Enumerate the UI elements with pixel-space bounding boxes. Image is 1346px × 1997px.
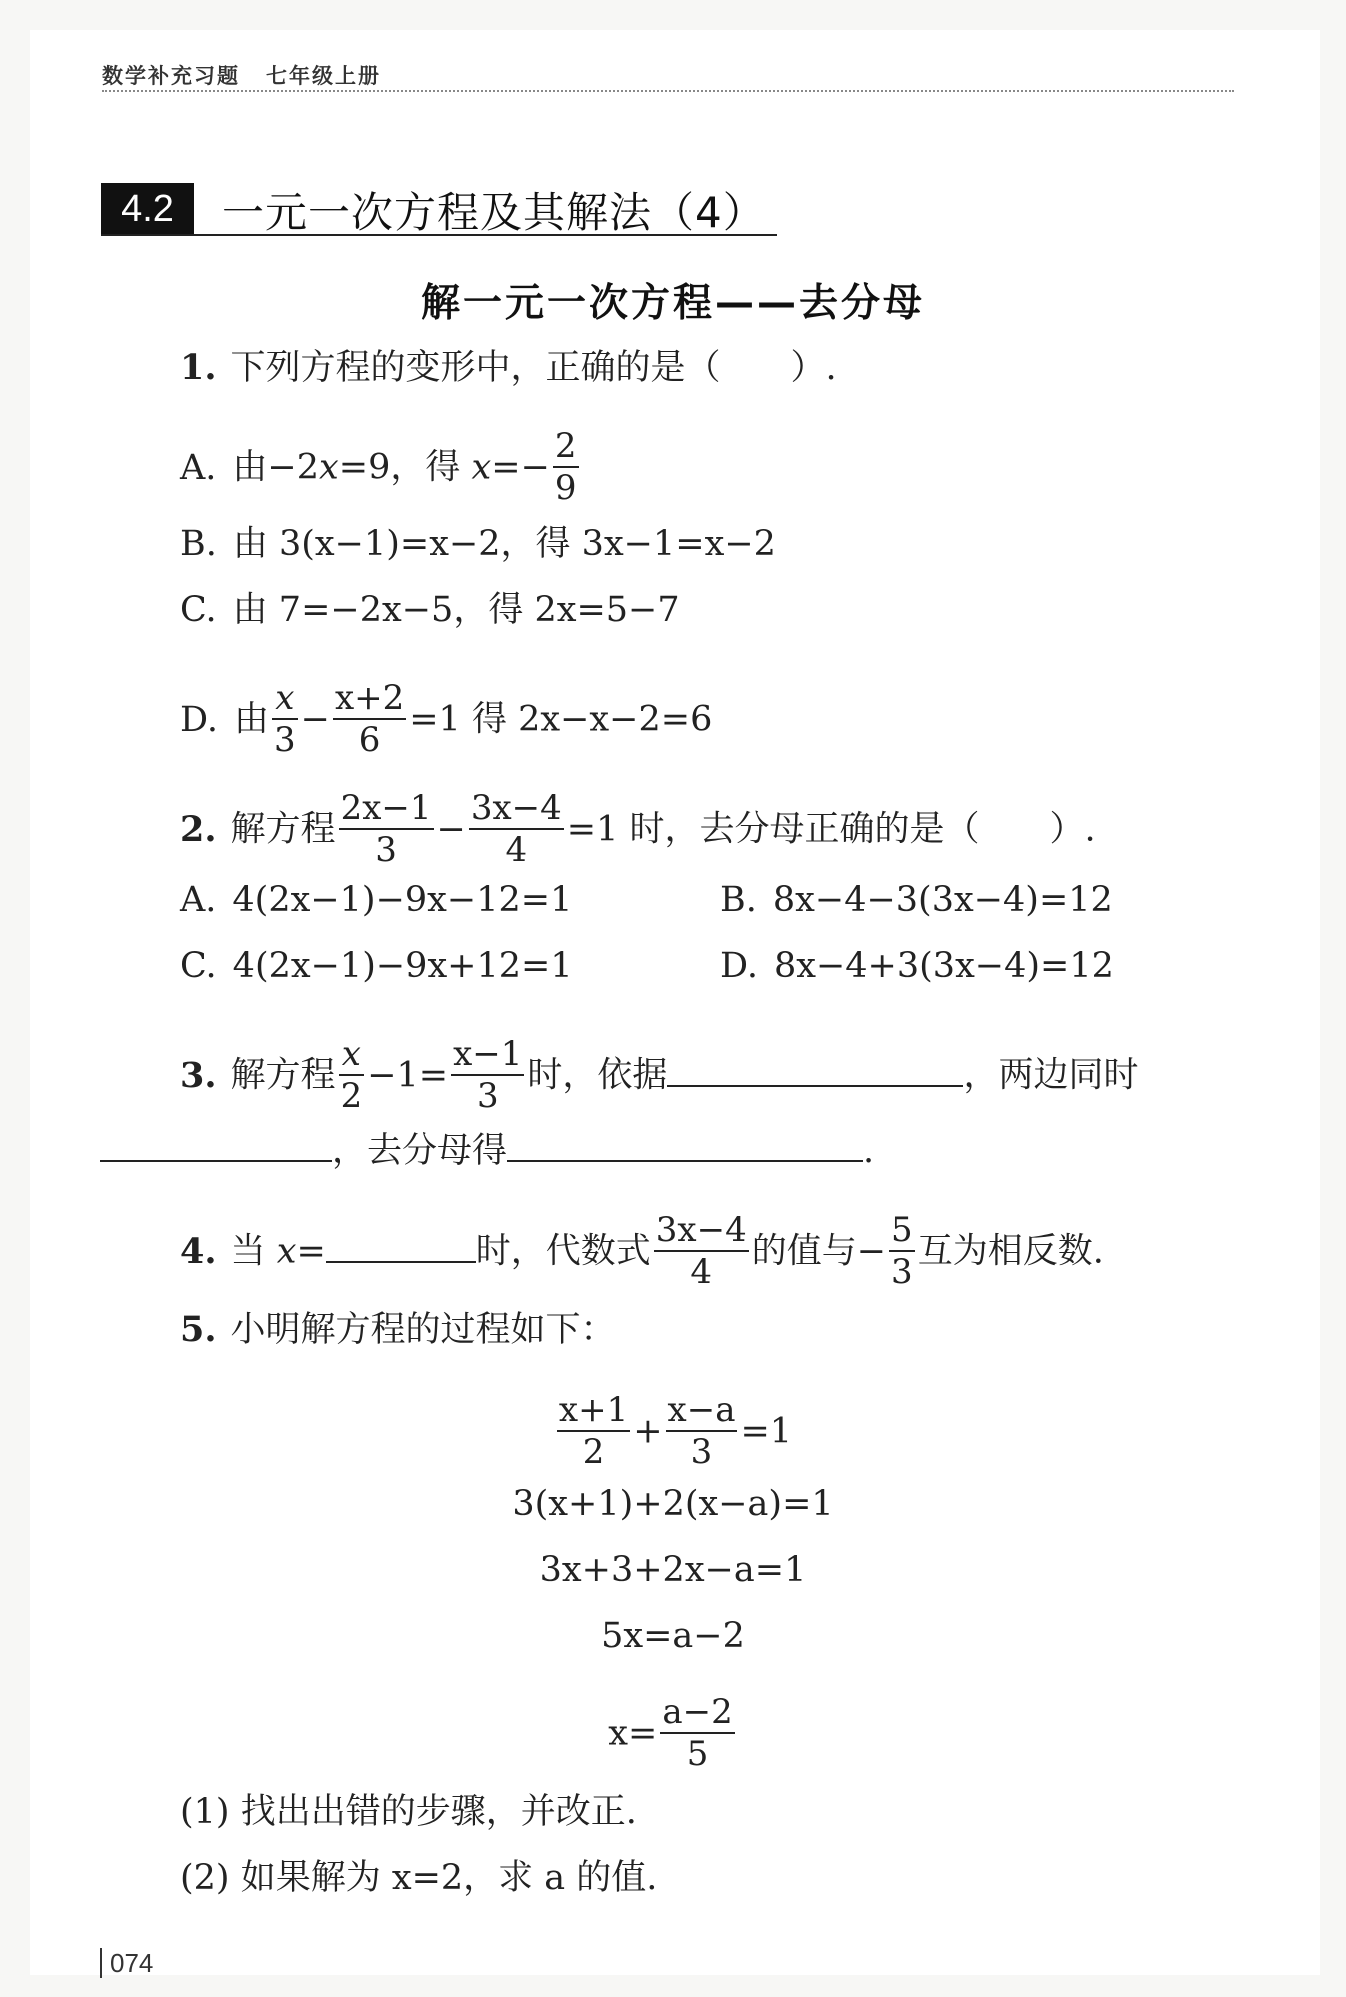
- option-text: 4(2x−1)−9x−12=1: [232, 880, 573, 920]
- numerator: x+2: [334, 678, 405, 718]
- option-text: 由−2: [232, 447, 320, 488]
- option-label: A.: [180, 447, 217, 488]
- numerator: 3x−4: [470, 788, 562, 828]
- numerator: x+1: [558, 1390, 629, 1430]
- question-text: 时，依据: [527, 1055, 668, 1096]
- answer-blank[interactable]: [326, 1229, 476, 1263]
- denominator: 4: [505, 830, 528, 870]
- fraction: [272, 678, 298, 760]
- q1-text: 下列方程的变形中，正确的是（ ）.: [230, 348, 837, 388]
- denominator: 3: [375, 830, 397, 870]
- q4-stem: [180, 1212, 1104, 1294]
- option-text: 由: [233, 699, 269, 740]
- q5-step-5: [0, 1694, 1346, 1776]
- page-number: 074: [100, 1948, 153, 1978]
- denominator: 9: [554, 468, 577, 508]
- q5-step-1: [0, 1392, 1346, 1474]
- section-underline: [101, 234, 777, 236]
- q3-number: 3.: [180, 1054, 217, 1096]
- question-text: 时，代数式: [475, 1231, 651, 1272]
- q3-stem: [180, 1036, 1138, 1118]
- option-text: 4(2x−1)−9x+12=1: [232, 946, 573, 986]
- q5-step-4: 5x=a−2: [601, 1616, 745, 1656]
- fraction: [469, 788, 564, 870]
- denominator: 5: [686, 1734, 709, 1774]
- q5-stem: [180, 1310, 616, 1350]
- numerator: x: [339, 1034, 365, 1076]
- equation-text: =1: [740, 1411, 793, 1452]
- q5-number: 5.: [180, 1309, 217, 1350]
- q2-option-a: [180, 880, 572, 920]
- option-label: C.: [180, 946, 217, 986]
- running-header: [102, 60, 407, 90]
- question-text: 解方程: [230, 809, 336, 850]
- fraction: [654, 1210, 749, 1292]
- variable: x: [276, 1231, 297, 1272]
- denominator: 3: [891, 1252, 913, 1292]
- question-text: 小明解方程的过程如下：: [230, 1310, 616, 1350]
- numerator: a−2: [662, 1692, 733, 1732]
- option-label: D.: [180, 699, 218, 740]
- q1-option-d: [180, 680, 712, 762]
- denominator: 4: [690, 1252, 713, 1292]
- header-dotted-rule: [102, 90, 1234, 92]
- fraction: [889, 1210, 915, 1292]
- fraction: [339, 1034, 365, 1116]
- q2-option-b: [720, 880, 1113, 920]
- question-text: 互为相反数.: [917, 1231, 1104, 1272]
- q3-continuation: [100, 1128, 874, 1171]
- fraction: [666, 1390, 738, 1472]
- denominator: 6: [358, 720, 381, 760]
- question-text: ，两边同时: [963, 1055, 1139, 1096]
- fraction: [451, 1034, 524, 1116]
- option-label: C.: [180, 590, 217, 630]
- option-text: =1 得 2x−x−2=6: [409, 699, 713, 740]
- q1-option-a: [180, 428, 582, 510]
- operator: +: [633, 1411, 663, 1452]
- numerator: x−1: [453, 1034, 523, 1074]
- question-text: −1=: [367, 1055, 449, 1096]
- operator: −: [300, 699, 330, 740]
- section-title: 一元一次方程及其解法（4）: [222, 188, 766, 237]
- fraction: [339, 788, 434, 870]
- denominator: 3: [476, 1076, 499, 1116]
- option-label: B.: [180, 524, 217, 564]
- answer-blank[interactable]: [100, 1128, 332, 1162]
- fraction: [557, 1390, 630, 1472]
- q5-subquestion-2: (2) 如果解为 x=2，求 a 的值.: [180, 1858, 658, 1898]
- option-text: =−: [491, 447, 550, 488]
- question-text: ，去分母得: [332, 1131, 508, 1171]
- option-label: D.: [720, 946, 758, 986]
- section-number-badge: 4.2: [101, 183, 194, 236]
- question-text: =1 时，去分母正确的是（ ）.: [566, 809, 1096, 850]
- question-text: 当: [230, 1231, 277, 1272]
- book-title: 数学补充习题: [102, 64, 240, 88]
- q1-stem: [180, 348, 837, 388]
- fraction: [553, 426, 579, 508]
- q1-option-c: [180, 590, 680, 630]
- option-text: 8x−4+3(3x−4)=12: [773, 946, 1114, 986]
- numerator: x−a: [667, 1390, 736, 1430]
- numerator: x: [272, 678, 298, 720]
- q5-step-2: 3(x+1)+2(x−a)=1: [512, 1484, 834, 1524]
- q1-option-b: [180, 524, 776, 564]
- q5-step-3: 3x+3+2x−a=1: [539, 1550, 807, 1590]
- q2-number: 2.: [180, 808, 217, 850]
- lesson-subtitle: 解一元一次方程——去分母: [420, 281, 925, 326]
- option-text: 8x−4−3(3x−4)=12: [772, 880, 1113, 920]
- question-text: 解方程: [230, 1055, 336, 1096]
- option-text: 由 7=−2x−5，得 2x=5−7: [232, 590, 680, 630]
- q4-number: 4.: [180, 1230, 217, 1272]
- denominator: 2: [340, 1076, 363, 1116]
- grade-label: 七年级上册: [266, 64, 381, 88]
- variable: x: [319, 447, 339, 488]
- denominator: 3: [273, 720, 296, 760]
- question-text: 的值与−: [751, 1231, 887, 1272]
- fraction: [660, 1692, 734, 1774]
- operator: =: [296, 1231, 326, 1272]
- q1-number: 1.: [180, 347, 217, 388]
- option-text: 由 3(x−1)=x−2，得 3x−1=x−2: [232, 524, 776, 564]
- operator: −: [436, 809, 466, 850]
- q5-subquestion-1: (1) 找出出错的步骤，并改正.: [180, 1792, 637, 1832]
- numerator: 3x−4: [655, 1210, 747, 1250]
- q2-option-c: [180, 946, 573, 986]
- denominator: 3: [690, 1432, 713, 1472]
- option-label: B.: [720, 880, 757, 920]
- answer-blank[interactable]: [667, 1053, 963, 1087]
- numerator: 2x−1: [340, 788, 432, 828]
- numerator: 2: [554, 426, 577, 466]
- option-label: A.: [180, 880, 217, 920]
- answer-blank[interactable]: [507, 1128, 863, 1162]
- variable: x: [471, 447, 492, 488]
- numerator: 5: [891, 1210, 913, 1250]
- fraction: [333, 678, 406, 760]
- question-text: .: [863, 1131, 875, 1171]
- denominator: 2: [582, 1432, 605, 1472]
- option-text: =9，得: [338, 447, 472, 488]
- q2-option-d: [720, 946, 1114, 986]
- q2-stem: [180, 790, 1096, 872]
- equation-text: x=: [608, 1713, 658, 1754]
